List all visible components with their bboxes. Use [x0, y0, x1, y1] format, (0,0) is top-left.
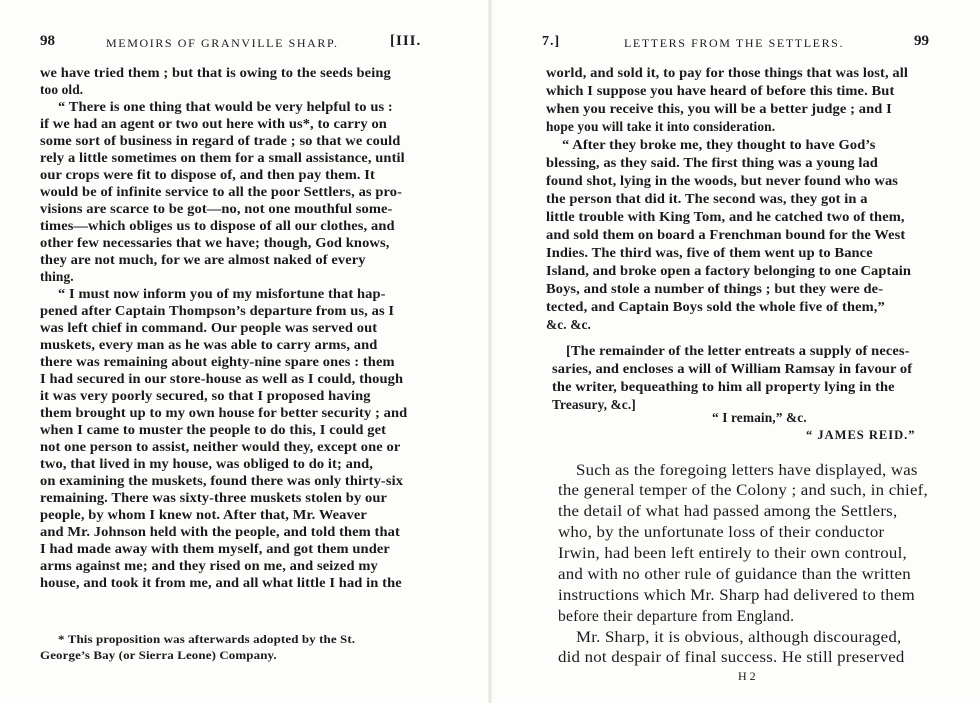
- text-line: Island, and broke open a factory belonging to one Captain: [546, 263, 912, 278]
- text-line: which I suppose you have heard of before this time. But: [546, 83, 895, 98]
- text-line: two, that lived in my house, was obliged to do it; and,: [40, 456, 373, 471]
- right-page-number: 99: [914, 33, 929, 49]
- text-line: not one person to assist, neither would they, except one or: [40, 439, 401, 454]
- text-line: the writer, bequeathing to him all property lying in the: [552, 379, 895, 394]
- text-line: thing.: [40, 269, 74, 284]
- text-line: tected, and Captain Boys sold the whole five of them,”: [546, 299, 885, 314]
- letter-closing: “ I remain,” &c.: [712, 410, 807, 425]
- left-running-head: MEMOIRS OF GRANVILLE SHARP.: [106, 36, 339, 50]
- text-line: times—which obliges us to dispose of all our clothes, and: [40, 218, 395, 233]
- text-line: when you receive this, you will be a better judge ; and I: [546, 101, 892, 116]
- text-line: the person that did it. The second was, they got in a: [546, 191, 868, 206]
- text-line: “ There is one thing that would be very helpful to us :: [58, 99, 393, 114]
- text-line: I had made away with them myself, and got them under: [40, 541, 390, 556]
- signature-mark: H 2: [738, 669, 756, 683]
- text-line: we have tried them ; but that is owing to the seeds being: [40, 65, 391, 80]
- text-line: Treasury, &c.]: [552, 397, 636, 412]
- text-line: when I came to muster the people to do this, I could get: [40, 422, 387, 437]
- text-line: arms against me; and they rised on me, and seized my: [40, 558, 378, 573]
- text-line: hope you will take it into consideration.: [546, 119, 776, 134]
- text-line: our crops were fit to dispose of, and then pay them. It: [40, 167, 375, 182]
- text-line: blessing, as they said. The first thing was a young lad: [546, 155, 878, 170]
- text-line: Such as the foregoing letters have displayed, was: [576, 462, 918, 479]
- text-line: little trouble with King Tom, and he catched two of them,: [546, 209, 905, 224]
- letter-signature: “ JAMES REID.”: [806, 428, 916, 442]
- text-line: people, by whom I knew not. After that, Mr. Weaver: [40, 507, 367, 522]
- text-line: Boys, and stole a number of things ; but they were de-: [546, 281, 884, 296]
- text-line: on examining the muskets, found there was only thirty-six: [40, 473, 404, 488]
- text-line: &c. &c.: [546, 317, 591, 332]
- text-line: there was remaining about eighty-nine spare ones : them: [40, 354, 395, 369]
- text-line: Mr. Sharp, it is obvious, although discouraged,: [576, 629, 902, 646]
- left-chapter-marker: [III.: [390, 33, 422, 49]
- text-line: remaining. There was sixty-three muskets stolen by our: [40, 490, 388, 505]
- text-line: who, by the unfortunate loss of their conductor: [558, 524, 885, 541]
- text-line: and with no other rule of guidance than the written: [558, 566, 911, 583]
- text-line: them brought up to my own house for better security ; and: [40, 405, 408, 420]
- text-line: “ I must now inform you of my misfortune that hap-: [58, 286, 386, 301]
- text-line: and Mr. Johnson held with the people, and told them that: [40, 524, 400, 539]
- text-line: [The remainder of the letter entreats a supply of neces-: [566, 343, 910, 358]
- text-line: Indies. The third was, five of them went up to Bance: [546, 245, 873, 260]
- text-line: I had secured in our store-house as well as I could, though: [40, 371, 404, 386]
- text-line: too old.: [40, 82, 84, 97]
- text-line: visions are scarce to be got—no, not one mouthful some-: [40, 201, 393, 216]
- text-line: pened after Captain Thompson’s departure from us, as I: [40, 303, 395, 318]
- text-line: muskets, every man as he was able to carry arms, and: [40, 337, 378, 352]
- text-line: the general temper of the Colony ; and such, in chief,: [558, 482, 928, 499]
- text-line: “ After they broke me, they thought to have God’s: [562, 137, 876, 152]
- text-line: Irwin, had been left entirely to their own controul,: [558, 545, 907, 562]
- text-line: they are not much, for we are almost naked of every: [40, 252, 366, 267]
- text-line: house, and took it from me, and all what little I had in the: [40, 575, 402, 590]
- text-line: world, and sold it, to pay for those things that was lost, all: [546, 65, 909, 80]
- footnote-line: George’s Bay (or Sierra Leone) Company.: [40, 648, 277, 662]
- text-line: rely a little sometimes on them for a small assistance, until: [40, 150, 405, 165]
- text-line: found shot, lying in the woods, but never found who was: [546, 173, 899, 188]
- text-line: some sort of business in regard of trade ; so that we could: [40, 133, 401, 148]
- text-line: was left chief in command. Our people was served out: [40, 320, 378, 335]
- text-line: other few necessaries that we have; though, God knows,: [40, 235, 390, 250]
- footnote-line: * This proposition was afterwards adopted by the St.: [58, 632, 356, 646]
- text-line: before their departure from England.: [558, 608, 795, 625]
- right-chapter-marker: 7.]: [542, 34, 561, 49]
- text-line: saries, and encloses a will of William Ramsay in favour of: [552, 361, 913, 376]
- right-running-head: LETTERS FROM THE SETTLERS.: [624, 36, 845, 50]
- right-page: [490, 0, 980, 703]
- text-line: the detail of what had passed among the Settlers,: [558, 503, 898, 520]
- text-line: if we had an agent or two out here with us*, to carry on: [40, 116, 387, 131]
- text-line: and sold them on board a Frenchman bound for the West: [546, 227, 906, 242]
- text-line: instructions which Mr. Sharp had delivered to them: [558, 587, 915, 604]
- text-line: it was very poorly secured, so that I proposed having: [40, 388, 371, 403]
- text-line: did not despair of final success. He still preserved: [558, 649, 905, 666]
- text-line: would be of infinite service to all the poor Settlers, as pro-: [40, 184, 403, 199]
- left-page-number: 98: [40, 33, 55, 49]
